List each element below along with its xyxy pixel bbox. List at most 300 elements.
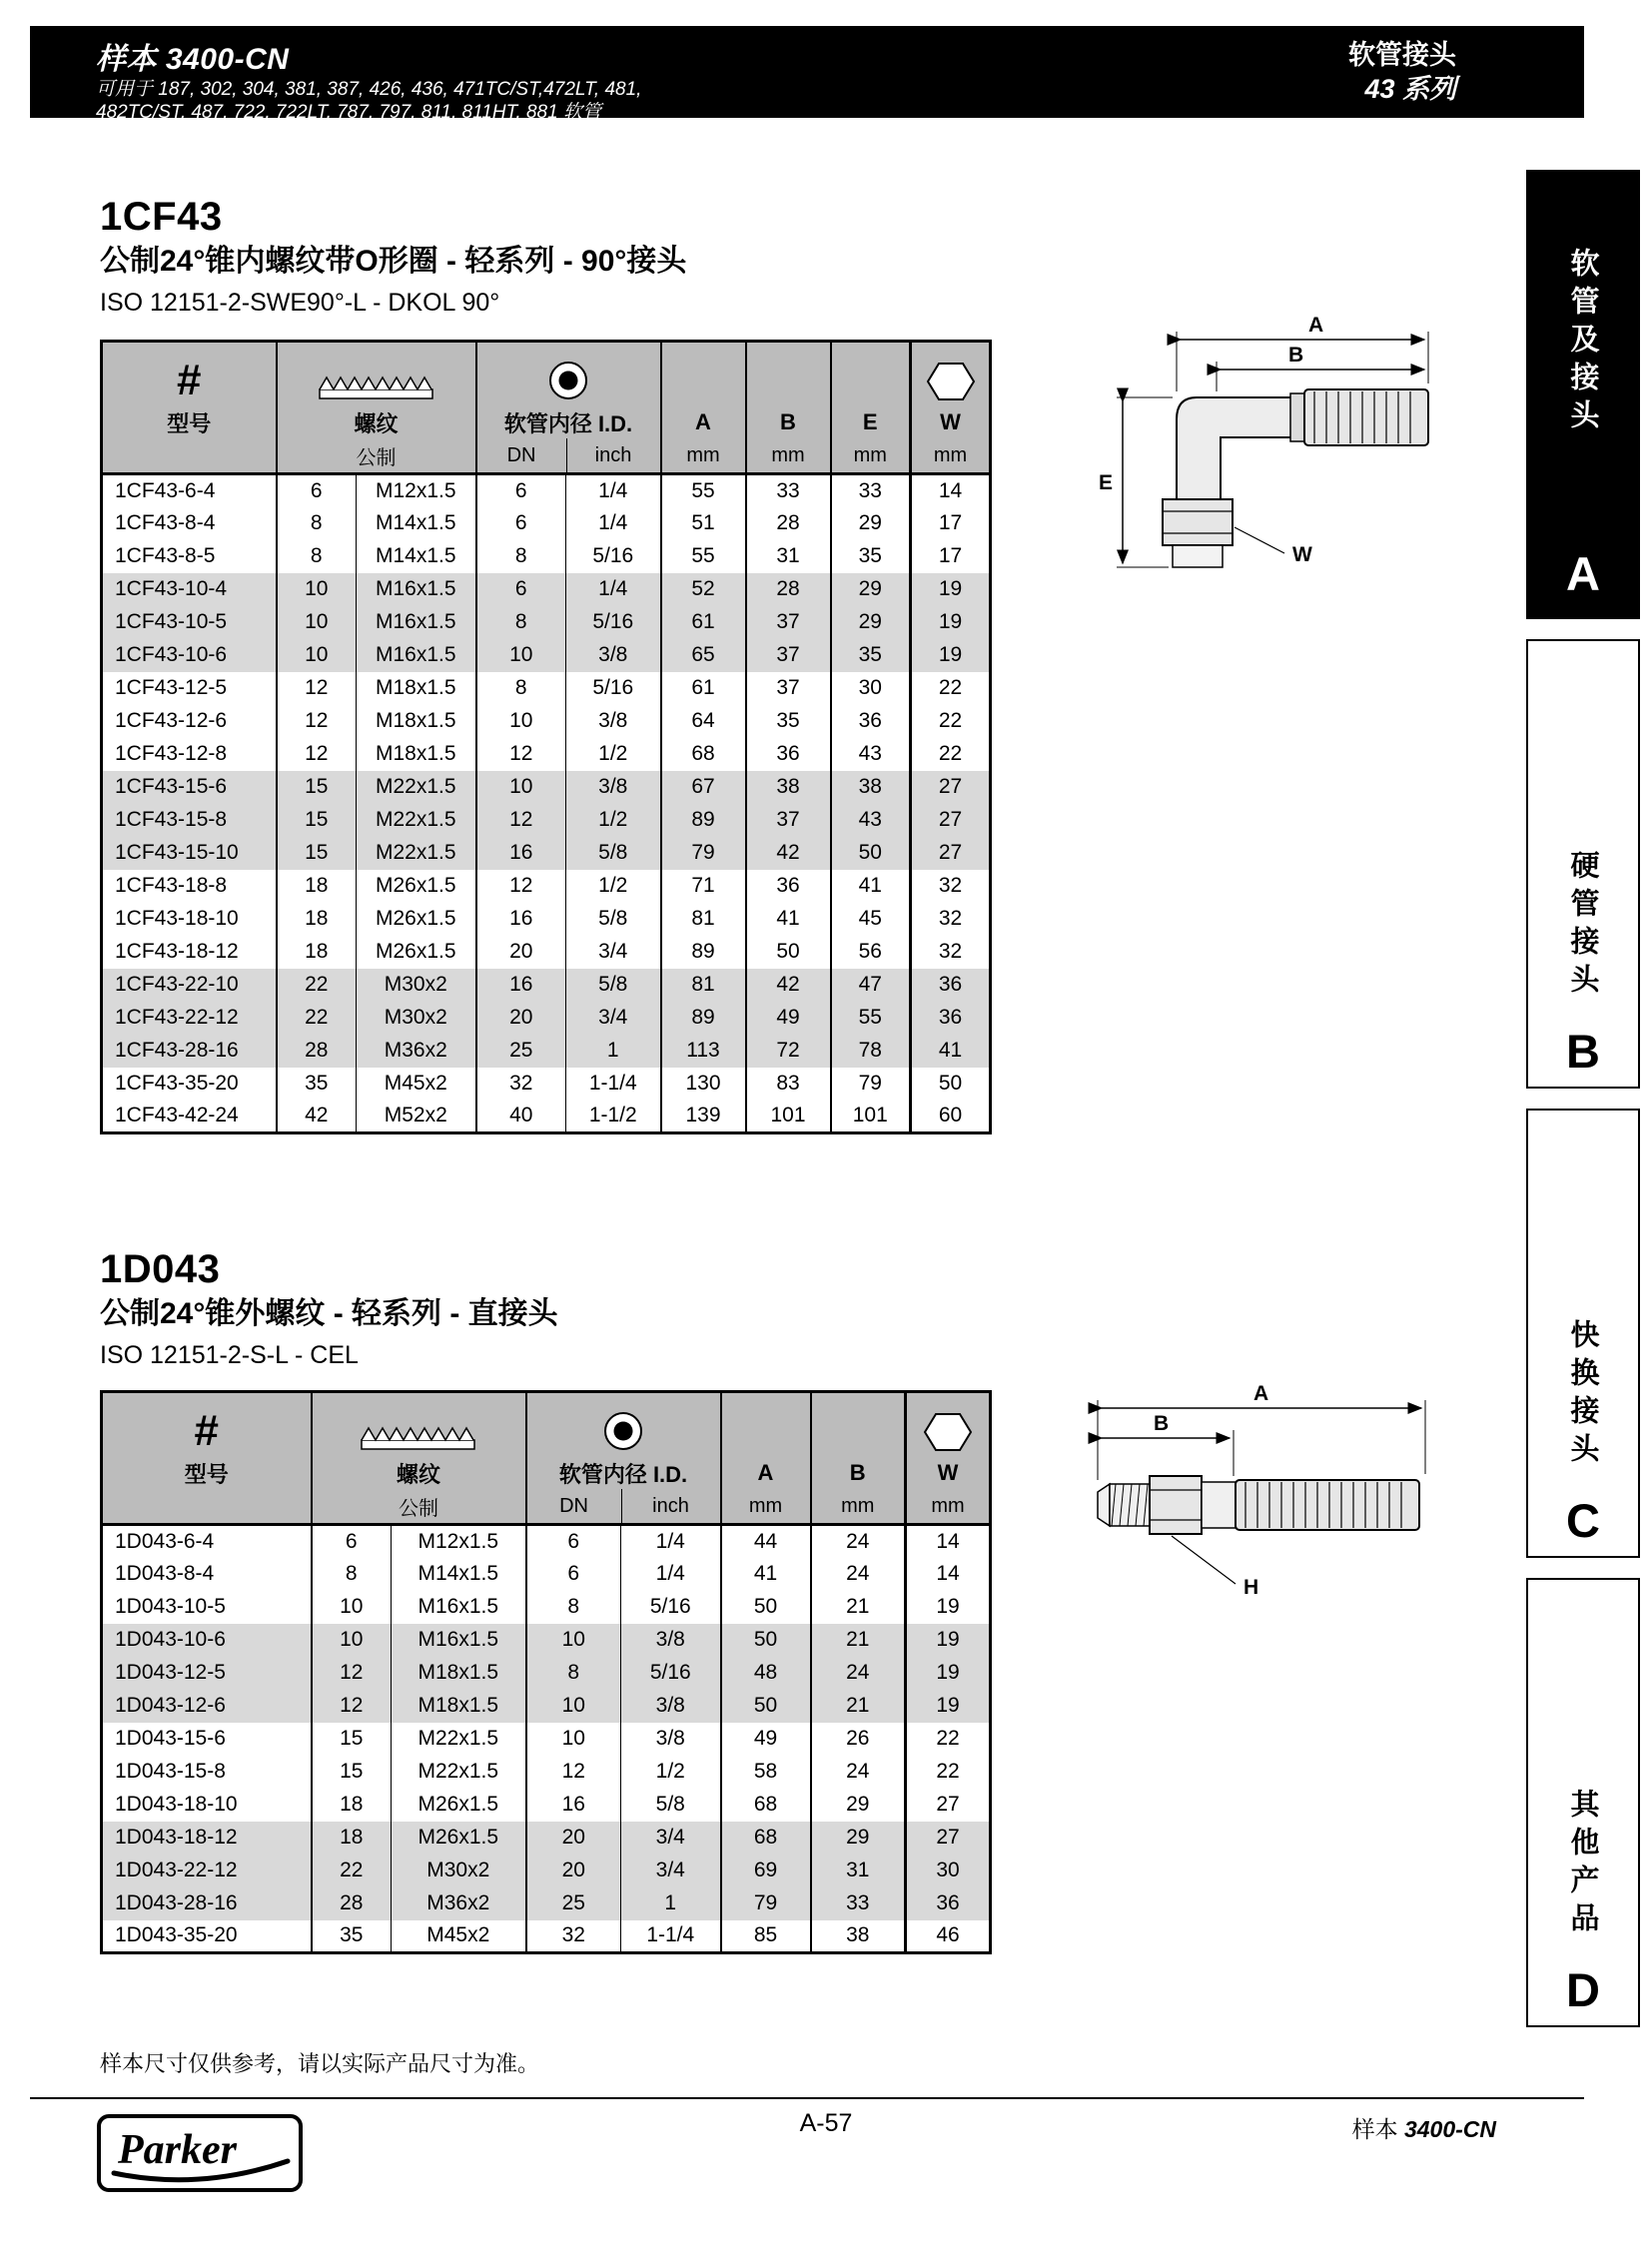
catalog-title: 样本 3400-CN: [96, 43, 290, 76]
table-cell: 16: [476, 837, 566, 870]
table-cell: 20: [526, 1822, 621, 1855]
table-row: [102, 837, 991, 870]
table-cell: 36: [746, 738, 831, 771]
sidebar-tab-other-products[interactable]: [1526, 1578, 1640, 2027]
table-cell: 50: [721, 1591, 811, 1624]
table-cell: 29: [831, 507, 911, 540]
table-cell: 1CF43-42-24: [102, 1101, 277, 1133]
col-header-hose-id: 软管内径 I.D. DN inch: [476, 342, 661, 474]
section-1cf43-heading: [100, 194, 686, 318]
sidebar-tab-label: 软管及接头: [1566, 248, 1599, 437]
table-cell: 1-1/4: [566, 1068, 661, 1101]
table-cell: 45: [831, 903, 911, 936]
sidebar-tab-label: 快换接头: [1566, 1319, 1599, 1471]
table-cell: 50: [721, 1624, 811, 1657]
table-cell: 1CF43-8-5: [102, 540, 277, 573]
table-cell: 36: [938, 973, 963, 996]
table-cell: 1/2: [566, 870, 661, 903]
table-cell: 19: [936, 1661, 960, 1684]
part-series-code: 1D043: [100, 1247, 221, 1291]
table-cell: 19: [938, 577, 963, 600]
col-header-hose-id: 软管内径 I.D. DN inch: [526, 1392, 721, 1525]
table-cell: 18: [277, 903, 357, 936]
table-cell: 1/2: [566, 804, 661, 837]
table-cell: M18x1.5: [357, 672, 476, 705]
table-cell: 8: [277, 540, 357, 573]
table-cell: 68: [661, 738, 746, 771]
table-cell: 1/2: [566, 738, 661, 771]
table-cell: 27: [936, 1793, 960, 1816]
table-cell: 67: [661, 771, 746, 804]
table-cell: M14x1.5: [392, 1558, 526, 1591]
table-cell: M18x1.5: [357, 705, 476, 738]
dim-label-a: A: [1253, 1382, 1269, 1405]
col-header-part: # 型号: [102, 342, 277, 474]
table-cell: 50: [938, 1072, 963, 1095]
table-cell: 1: [566, 1035, 661, 1068]
page-number: A-57: [799, 2109, 853, 2137]
table-cell: 27: [938, 841, 963, 864]
table-cell: 30: [936, 1859, 960, 1881]
table-cell: 79: [661, 837, 746, 870]
table-cell: 3/4: [621, 1822, 721, 1855]
table-cell: 25: [526, 1887, 621, 1920]
table-cell: 10: [526, 1624, 621, 1657]
table-cell: 1/4: [566, 507, 661, 540]
table-cell: 19: [938, 610, 963, 633]
table-cell: 3/4: [621, 1855, 721, 1887]
table-row: [102, 1756, 991, 1789]
table-cell: 14: [936, 1529, 960, 1553]
table-cell: 10: [476, 705, 566, 738]
table-cell: 1D043-35-20: [102, 1920, 312, 1953]
table-cell: 12: [312, 1690, 392, 1723]
table-row: [102, 1591, 991, 1624]
table-cell: 68: [721, 1789, 811, 1822]
table-cell: 65: [661, 639, 746, 672]
table-cell: 10: [277, 639, 357, 672]
table-cell: M36x2: [357, 1035, 476, 1068]
sidebar-tab-label: 硬管接头: [1566, 850, 1599, 1002]
sidebar-tab-tube-fittings[interactable]: [1526, 639, 1640, 1089]
table-cell: 42: [746, 837, 831, 870]
table-cell: M22x1.5: [392, 1723, 526, 1756]
table-cell: M18x1.5: [392, 1690, 526, 1723]
col-header-dim-w: W mm: [906, 1392, 991, 1525]
table-cell: M12x1.5: [357, 474, 476, 507]
table-cell: 5/16: [566, 606, 661, 639]
table-cell: 18: [312, 1789, 392, 1822]
table-cell: 1/4: [566, 474, 661, 507]
table-cell: 5/16: [566, 540, 661, 573]
table-cell: 12: [476, 804, 566, 837]
table-row: [102, 639, 991, 672]
table-cell: M22x1.5: [357, 837, 476, 870]
table-cell: 38: [831, 771, 911, 804]
table-cell: 1CF43-12-8: [102, 738, 277, 771]
table-cell: 1CF43-10-5: [102, 606, 277, 639]
dim-label-b: B: [1154, 1412, 1170, 1435]
parker-logo-text: Parker: [118, 2127, 237, 2173]
table-cell: 8: [476, 672, 566, 705]
table-cell: 71: [661, 870, 746, 903]
table-row: [102, 507, 991, 540]
table-cell: 1D043-10-6: [102, 1624, 312, 1657]
table-cell: 42: [277, 1101, 357, 1133]
table-cell: 27: [938, 775, 963, 798]
table-cell: 50: [831, 837, 911, 870]
table-cell: 20: [526, 1855, 621, 1887]
table-cell: 28: [312, 1887, 392, 1920]
table-cell: 22: [277, 969, 357, 1002]
table-cell: 1CF43-22-12: [102, 1002, 277, 1035]
applicable-hoses-line1: 可用于 187, 302, 304, 381, 387, 426, 436, 471TC/ST,472LT, 481,: [96, 79, 642, 100]
page-header: [30, 26, 1584, 123]
table-cell: 49: [746, 1002, 831, 1035]
table-cell: 32: [526, 1920, 621, 1953]
sidebar-tab-letter: B: [1566, 1025, 1600, 1078]
table-cell: 14: [938, 478, 963, 502]
table-cell: 44: [721, 1525, 811, 1558]
table-cell: 40: [476, 1101, 566, 1133]
col-header-dim-b: B mm: [811, 1392, 906, 1525]
table-cell: 35: [746, 705, 831, 738]
chapter-title: 软管接头: [1348, 40, 1456, 70]
table-cell: 12: [526, 1756, 621, 1789]
table-row: [102, 1101, 991, 1133]
table-cell: 1CF43-10-6: [102, 639, 277, 672]
table-row: [102, 474, 991, 507]
table-cell: 18: [277, 936, 357, 969]
table-cell: 22: [938, 742, 963, 765]
table-cell: 31: [811, 1855, 906, 1887]
table-cell: 46: [936, 1923, 960, 1947]
dim-label-w: W: [1292, 543, 1312, 566]
table-cell: 50: [721, 1690, 811, 1723]
table-cell: 56: [831, 936, 911, 969]
table-cell: 29: [811, 1822, 906, 1855]
table-cell: 1CF43-18-8: [102, 870, 277, 903]
table-cell: 1CF43-28-16: [102, 1035, 277, 1068]
table-cell: 61: [661, 672, 746, 705]
dim-label-b: B: [1288, 344, 1304, 367]
table-cell: 15: [277, 804, 357, 837]
part-number-icon: #: [177, 356, 202, 404]
table-cell: 5/8: [566, 903, 661, 936]
table-cell: M30x2: [357, 1002, 476, 1035]
table-cell: 8: [277, 507, 357, 540]
table-cell: M36x2: [392, 1887, 526, 1920]
table-cell: 28: [746, 573, 831, 606]
section-1d043-heading: [100, 1246, 558, 1370]
table-cell: 1CF43-8-4: [102, 507, 277, 540]
table-cell: 36: [936, 1891, 960, 1914]
thread-icon: [313, 1393, 525, 1457]
table-cell: 21: [811, 1591, 906, 1624]
table-cell: 3/8: [566, 639, 661, 672]
table-cell: M14x1.5: [357, 507, 476, 540]
table-cell: 24: [811, 1657, 906, 1690]
table-cell: 21: [811, 1690, 906, 1723]
table-cell: 32: [938, 907, 963, 930]
table-cell: 37: [746, 639, 831, 672]
dim-label-h: H: [1243, 1576, 1259, 1599]
table-cell: 22: [936, 1727, 960, 1750]
col-header-dim-b: B mm: [746, 342, 831, 474]
table-cell: 1D043-18-10: [102, 1789, 312, 1822]
col-header-thread: 螺纹 公制: [277, 342, 476, 474]
sidebar-tab-letter: D: [1566, 1963, 1600, 2016]
footer-catalog-ref: 样本 3400-CN: [1351, 2116, 1496, 2142]
table-cell: 17: [938, 511, 963, 534]
table-cell: 32: [938, 940, 963, 963]
col-header-part: # 型号: [102, 1392, 312, 1525]
table-row: [102, 705, 991, 738]
table-cell: 15: [277, 837, 357, 870]
table-cell: 85: [721, 1920, 811, 1953]
table-cell: M26x1.5: [357, 936, 476, 969]
table-cell: 37: [746, 804, 831, 837]
table-cell: 41: [938, 1039, 963, 1062]
table-row: [102, 969, 991, 1002]
table-cell: 27: [938, 808, 963, 831]
table-cell: 28: [746, 507, 831, 540]
table-cell: M16x1.5: [392, 1624, 526, 1657]
table-cell: 36: [938, 1006, 963, 1029]
table-cell: 1D043-12-5: [102, 1657, 312, 1690]
col-header-dim-a: A mm: [661, 342, 746, 474]
table-cell: 22: [312, 1855, 392, 1887]
table-cell: 22: [936, 1760, 960, 1783]
table-cell: 37: [746, 606, 831, 639]
table-cell: 113: [661, 1035, 746, 1068]
table-cell: 1CF43-15-8: [102, 804, 277, 837]
table-cell: 1/4: [566, 573, 661, 606]
table-cell: 1D043-12-6: [102, 1690, 312, 1723]
table-cell: 41: [746, 903, 831, 936]
table-cell: 47: [831, 969, 911, 1002]
table-cell: 22: [277, 1002, 357, 1035]
table-row: [102, 804, 991, 837]
table-cell: M16x1.5: [392, 1591, 526, 1624]
table-cell: 3/8: [621, 1690, 721, 1723]
table-cell: 37: [746, 672, 831, 705]
table-row: [102, 1035, 991, 1068]
table-cell: 36: [746, 870, 831, 903]
table-row: [102, 1002, 991, 1035]
table-cell: 55: [831, 1002, 911, 1035]
table-cell: 10: [476, 771, 566, 804]
table-cell: 12: [312, 1657, 392, 1690]
table-cell: 5/8: [621, 1789, 721, 1822]
sidebar-tab-hose-fittings[interactable]: [1526, 170, 1640, 619]
table-cell: 6: [476, 507, 566, 540]
hex-wrench-icon: [907, 1393, 989, 1457]
dim-label-a: A: [1308, 314, 1324, 337]
table-cell: 26: [811, 1723, 906, 1756]
table-cell: 8: [476, 540, 566, 573]
table-cell: 12: [277, 738, 357, 771]
table-cell: 35: [277, 1068, 357, 1101]
table-cell: 1D043-15-6: [102, 1723, 312, 1756]
table-cell: 52: [661, 573, 746, 606]
table-row: [102, 672, 991, 705]
table-cell: 19: [938, 643, 963, 666]
table-cell: 1D043-28-16: [102, 1887, 312, 1920]
table-cell: 6: [312, 1525, 392, 1558]
table-cell: 61: [661, 606, 746, 639]
table-cell: 10: [277, 573, 357, 606]
table-cell: 32: [938, 874, 963, 897]
table-cell: 1CF43-6-4: [102, 474, 277, 507]
table-cell: 68: [721, 1822, 811, 1855]
col-header-dim-a: A mm: [721, 1392, 811, 1525]
table-cell: 1D043-10-5: [102, 1591, 312, 1624]
table-cell: 42: [746, 969, 831, 1002]
table-cell: 64: [661, 705, 746, 738]
hose-id-icon: [527, 1393, 720, 1457]
table-cell: M22x1.5: [357, 771, 476, 804]
table-cell: 41: [721, 1558, 811, 1591]
table-cell: M16x1.5: [357, 639, 476, 672]
table-cell: 55: [661, 474, 746, 507]
spec-table-1cf43: [100, 340, 992, 1134]
table-cell: 16: [476, 969, 566, 1002]
table-cell: M26x1.5: [357, 903, 476, 936]
table-cell: M45x2: [392, 1920, 526, 1953]
table-cell: M18x1.5: [357, 738, 476, 771]
table-cell: 1D043-22-12: [102, 1855, 312, 1887]
table-cell: M16x1.5: [357, 606, 476, 639]
table-cell: 3/8: [566, 705, 661, 738]
applicable-hoses-line2: 482TC/ST, 487, 722, 722LT, 787, 797, 811, 811HT, 881 软管: [96, 102, 601, 123]
series-label: 43 系列: [1364, 74, 1456, 104]
table-cell: 8: [526, 1591, 621, 1624]
col-header-dim-e: E mm: [831, 342, 911, 474]
dim-label-e: E: [1099, 471, 1114, 494]
table-cell: 10: [526, 1690, 621, 1723]
hex-wrench-icon: [912, 343, 989, 406]
table-cell: M30x2: [357, 969, 476, 1002]
table-cell: 28: [277, 1035, 357, 1068]
table-cell: 81: [661, 969, 746, 1002]
table-cell: M16x1.5: [357, 573, 476, 606]
table-cell: 31: [746, 540, 831, 573]
table-cell: 1CF43-12-6: [102, 705, 277, 738]
table-cell: 20: [476, 1002, 566, 1035]
table-cell: 58: [721, 1756, 811, 1789]
table-cell: 1-1/4: [621, 1920, 721, 1953]
table-cell: 1/4: [621, 1525, 721, 1558]
table-cell: 16: [476, 903, 566, 936]
table-cell: 60: [938, 1104, 963, 1127]
table-cell: 10: [476, 639, 566, 672]
table-cell: 8: [526, 1657, 621, 1690]
table-cell: 29: [811, 1789, 906, 1822]
table-cell: 5/8: [566, 837, 661, 870]
table-cell: M14x1.5: [357, 540, 476, 573]
table-cell: 130: [661, 1068, 746, 1101]
table-row: [102, 1068, 991, 1101]
table-cell: 27: [936, 1826, 960, 1849]
table-row: [102, 771, 991, 804]
table-cell: 24: [811, 1558, 906, 1591]
table-cell: 1-1/2: [566, 1101, 661, 1133]
footer-divider: [30, 2097, 1584, 2099]
table-cell: 1D043-18-12: [102, 1822, 312, 1855]
table-row: [102, 903, 991, 936]
table-cell: M12x1.5: [392, 1525, 526, 1558]
table-cell: 33: [811, 1887, 906, 1920]
table-cell: 78: [831, 1035, 911, 1068]
table-cell: 24: [811, 1756, 906, 1789]
table-cell: 1CF43-35-20: [102, 1068, 277, 1101]
table-cell: 15: [312, 1723, 392, 1756]
table-cell: 14: [936, 1562, 960, 1585]
disclaimer-note: 样本尺寸仅供参考，请以实际产品尺寸为准。: [100, 2051, 540, 2076]
table-row: [102, 1525, 991, 1558]
table-cell: 3/8: [566, 771, 661, 804]
table-cell: 41: [831, 870, 911, 903]
table-cell: 17: [938, 544, 963, 567]
table-cell: 6: [277, 474, 357, 507]
table-cell: 6: [526, 1525, 621, 1558]
table-cell: M22x1.5: [392, 1756, 526, 1789]
table-row: [102, 1855, 991, 1887]
table-cell: 36: [831, 705, 911, 738]
table-cell: 43: [831, 804, 911, 837]
table-cell: 1CF43-15-6: [102, 771, 277, 804]
table-cell: 83: [746, 1068, 831, 1101]
table-cell: 48: [721, 1657, 811, 1690]
table-cell: 22: [938, 709, 963, 732]
table-cell: 10: [277, 606, 357, 639]
table-row: [102, 606, 991, 639]
table-row: [102, 936, 991, 969]
sidebar-tab-quick-couplings[interactable]: [1526, 1109, 1640, 1558]
table-row: [102, 738, 991, 771]
table-cell: 3/4: [566, 936, 661, 969]
part-series-description: 公制24°锥外螺纹 - 轻系列 - 直接头: [100, 1297, 558, 1330]
table-row: [102, 1690, 991, 1723]
table-cell: M18x1.5: [392, 1657, 526, 1690]
table-cell: M30x2: [392, 1855, 526, 1887]
table-row: [102, 540, 991, 573]
table-cell: 38: [746, 771, 831, 804]
table-cell: 3/8: [621, 1723, 721, 1756]
header-left: [96, 34, 642, 123]
table-cell: M45x2: [357, 1068, 476, 1101]
table-cell: 5/8: [566, 969, 661, 1002]
table-row: [102, 1822, 991, 1855]
table-cell: 5/16: [621, 1591, 721, 1624]
table-cell: 5/16: [621, 1657, 721, 1690]
table-cell: 1D043-6-4: [102, 1525, 312, 1558]
table-cell: 21: [811, 1624, 906, 1657]
part-series-standard: ISO 12151-2-SWE90°-L - DKOL 90°: [100, 289, 500, 317]
sidebar-tab-letter: A: [1566, 547, 1600, 600]
table-cell: 1CF43-18-10: [102, 903, 277, 936]
table-cell: 101: [831, 1101, 911, 1133]
table-cell: 50: [746, 936, 831, 969]
table-cell: 1D043-15-8: [102, 1756, 312, 1789]
table-cell: 35: [831, 639, 911, 672]
table-cell: 15: [277, 771, 357, 804]
table-cell: 69: [721, 1855, 811, 1887]
table-cell: 35: [312, 1920, 392, 1953]
table-row: [102, 573, 991, 606]
table-cell: 6: [476, 573, 566, 606]
